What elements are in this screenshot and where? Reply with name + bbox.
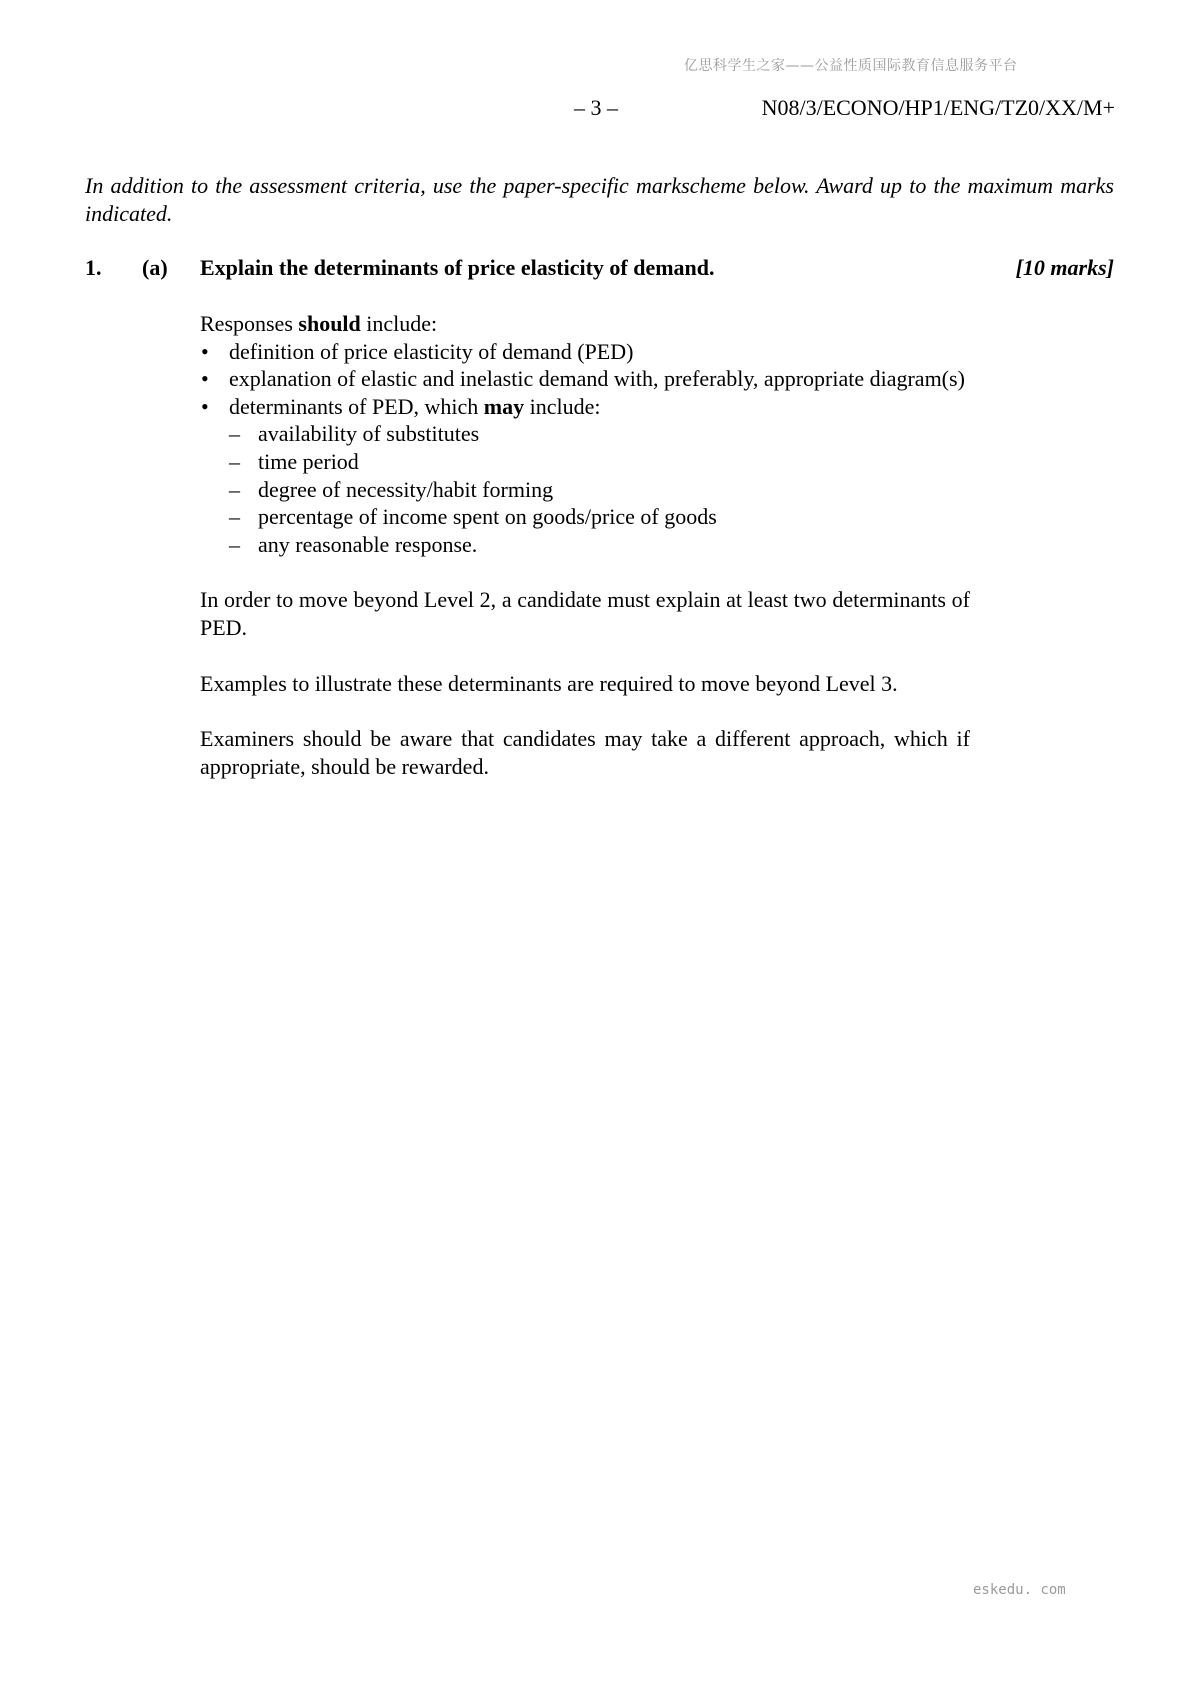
question-text: Explain the determinants of price elasticity of demand. [200, 255, 715, 280]
bullet-icon: • [201, 366, 209, 392]
paper-code: N08/3/ECONO/HP1/ENG/TZ0/XX/M+ [761, 95, 1115, 120]
determinant-sub-list [200, 420, 970, 558]
markscheme-body [200, 310, 970, 780]
dash-icon: – [229, 448, 240, 474]
bullet-item: • determinants of PED, which may include: [201, 393, 601, 419]
sub-list-item: – degree of necessity/habit forming [229, 476, 554, 502]
question-marks: [10 marks] [1015, 255, 1114, 280]
question-part: (a) [142, 255, 168, 280]
sub-list-item: – percentage of income spent on goods/price of goods [229, 504, 717, 530]
dash-icon: – [229, 531, 240, 557]
watermark-top: 亿思科学生之家——公益性质国际教育信息服务平台 [684, 58, 1018, 74]
watermark-bottom: eskedu. com [973, 1582, 1066, 1598]
emphasis-should: should [298, 311, 361, 336]
sub-list-item: – time period [229, 448, 359, 474]
dash-icon: – [229, 504, 240, 530]
bullet-text: definition of price elasticity of demand (PED) [229, 338, 634, 364]
bullet-item [200, 338, 970, 366]
paragraph-level-2: In order to move beyond Level 2, a candidate must explain at least two determinants of PED. [200, 587, 970, 640]
bullet-icon: • [201, 393, 209, 419]
sub-list-item: – availability of substitutes [229, 421, 480, 447]
question-number: 1. [85, 255, 102, 280]
bullet-text: explanation of elastic and inelastic demand with, preferably, appropriate diagram(s) [229, 366, 965, 392]
sub-list-item: – any reasonable response. [229, 531, 478, 557]
bullet-item [200, 365, 970, 393]
emphasis-may: may [483, 393, 525, 419]
paragraph-level-3: Examples to illustrate these determinants are required to move beyond Level 3. [200, 670, 898, 696]
paragraph-examiners-note: Examiners should be aware that candidates may take a different approach, which if appropriate, should be rewarded. [200, 726, 970, 779]
bullet-icon: • [201, 338, 209, 364]
dash-icon: – [229, 476, 240, 502]
responses-lead: Responses should include: [200, 311, 438, 336]
response-bullet-list [200, 338, 970, 421]
dash-icon: – [229, 421, 240, 447]
intro-instructions: In addition to the assessment criteria, use the paper-specific markscheme below. Award up to the maximum marks indicated. [85, 173, 1114, 226]
page-number: – 3 – [574, 95, 618, 120]
